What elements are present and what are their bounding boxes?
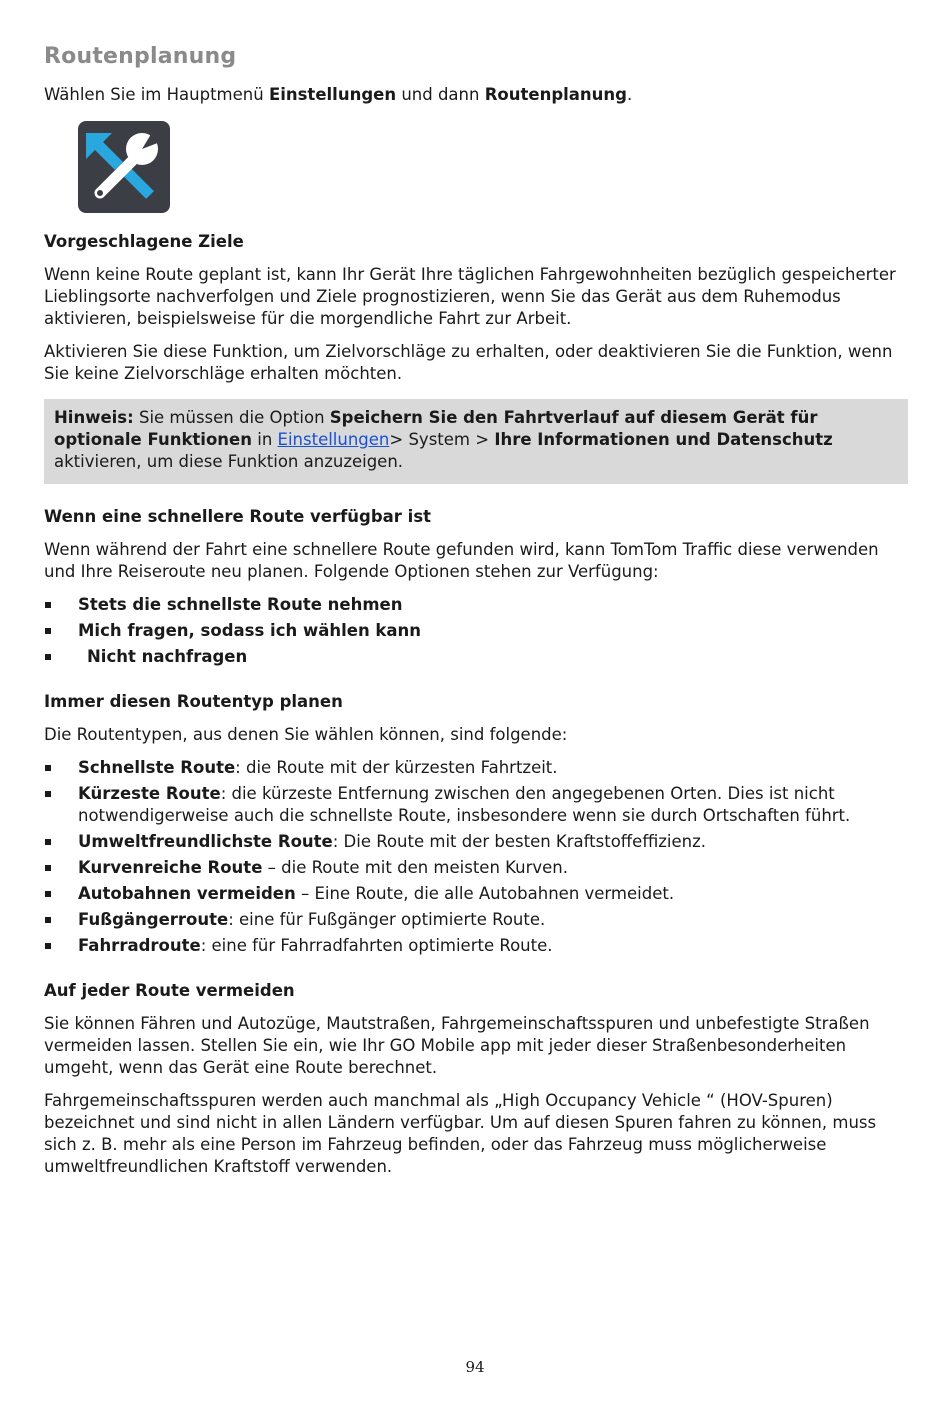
bullet-icon — [45, 602, 51, 608]
list-item-text: : eine für Fahrradfahrten optimierte Route. — [200, 936, 553, 955]
bullet-icon — [45, 943, 51, 949]
list-item — [44, 646, 910, 668]
list-item-bold: Autobahnen vermeiden — [78, 884, 296, 903]
section-heading: Wenn eine schnellere Route verfügbar ist — [44, 507, 432, 526]
bullet-icon — [45, 765, 51, 771]
bullet-icon — [45, 839, 51, 845]
list-item-text: – die Route mit den meisten Kurven. — [262, 858, 569, 877]
intro-bold-settings: Einstellungen — [268, 85, 397, 104]
list-item-bold: Kürzeste Route — [78, 784, 221, 803]
section-suggested-destinations — [44, 231, 910, 385]
bullet-icon — [45, 891, 51, 897]
section-route-type — [44, 691, 910, 957]
note-text-part: aktivieren, um diese Funktion anzuzeigen. — [54, 452, 404, 471]
note-text-part: in — [251, 430, 278, 449]
paragraph: Wenn während der Fahrt eine schnellere Route gefunden wird, kann TomTom Traffic diese verwenden und Ihre Reiseroute neu planen. Folgende Optionen stehen zur Verfügung: — [44, 540, 879, 581]
settings-link[interactable]: Einstellungen — [277, 430, 390, 449]
list-item — [44, 620, 910, 642]
section-heading: Auf jeder Route vermeiden — [44, 981, 295, 1000]
intro-bold-routeplanning: Routenplanung — [484, 85, 627, 104]
list-item-bold: Umweltfreundlichste Route — [78, 832, 333, 851]
intro-text-end: . — [626, 85, 633, 104]
paragraph: Fahrgemeinschaftsspuren werden auch manchmal als „High Occupancy Vehicle “ (HOV-Spuren) bezeichnet und sind nicht in allen Ländern verfügbar. Um auf diesen Spuren fahren zu können, muss sich z. B. mehr als eine Person im Fahrzeug befinden, oder das Fahrzeug muss möglicherweise umweltfreundlichen Kraftstoff verwenden. — [44, 1091, 877, 1176]
note-bold-privacy: Ihre Informationen und Datenschutz — [494, 430, 833, 449]
paragraph: Sie können Fähren und Autozüge, Mautstraßen, Fahrgemeinschaftsspuren und unbefestigte Straßen vermeiden lassen. Stellen Sie ein, wie Ihr GO Mobile app mit jeder dieser Straßenbesonderheiten umgeht, wenn das Gerät eine Route berechnet. — [44, 1014, 870, 1077]
list-item-bold: Kurvenreiche Route — [78, 858, 263, 877]
intro-paragraph — [44, 84, 910, 106]
list-item-text: : die kürzeste Entfernung zwischen den angegebenen Orten. Dies ist nicht notwendigerweise auch die schnellste Route, insbesondere wenn sie durch Ortschaften führt. — [78, 784, 851, 825]
list-item-text: : Die Route mit der besten Kraftstoffeffizienz. — [332, 832, 707, 851]
section-faster-route — [44, 506, 910, 668]
note-bold-option: Speichern Sie den Fahrtverlauf auf diesem Gerät für optionale Funktionen — [54, 408, 818, 449]
bullet-icon — [45, 865, 51, 871]
paragraph: Die Routentypen, aus denen Sie wählen können, sind folgende: — [44, 725, 568, 744]
list-item-bold: Fußgängerroute — [78, 910, 229, 929]
paragraph: Wenn keine Route geplant ist, kann Ihr Gerät Ihre täglichen Fahrgewohnheiten bezüglich gespeicherter Lieblingsorte nachverfolgen und Ziele prognostizieren, wenn Sie das Gerät aus dem Ruhemodus aktivieren, beispielsweise für die morgendliche Fahrt zur Arbeit. — [44, 265, 896, 328]
list-item — [44, 594, 910, 616]
settings-wrench-arrow-icon — [78, 121, 170, 213]
route-types-list — [44, 757, 910, 957]
list-item-text: : die Route mit der kürzesten Fahrtzeit. — [235, 758, 558, 777]
bullet-icon — [45, 791, 51, 797]
list-item-text: Nicht nachfragen — [87, 647, 248, 666]
section-heading: Vorgeschlagene Ziele — [44, 232, 244, 251]
list-item — [44, 783, 910, 827]
bullet-icon — [45, 628, 51, 634]
section-avoid — [44, 980, 910, 1178]
list-item — [44, 935, 910, 957]
note-text-part: > System > — [389, 430, 495, 449]
note-label: Hinweis: — [54, 408, 134, 427]
bullet-icon — [45, 917, 51, 923]
note-text-part: Sie müssen die Option — [133, 408, 330, 427]
list-item — [44, 857, 910, 879]
list-item — [44, 831, 910, 853]
paragraph: Aktivieren Sie diese Funktion, um Zielvorschläge zu erhalten, oder deaktivieren Sie die Funktion, wenn Sie keine Zielvorschläge erhalten möchten. — [44, 342, 893, 383]
list-item-text: : eine für Fußgänger optimierte Route. — [228, 910, 546, 929]
note-box — [44, 399, 908, 484]
list-item-bold: Schnellste Route — [78, 758, 236, 777]
list-item — [44, 757, 910, 779]
options-list — [44, 594, 910, 668]
list-item-bold: Fahrradroute — [78, 936, 201, 955]
page-number: 94 — [465, 1358, 485, 1376]
list-item-text: Mich fragen, sodass ich wählen kann — [78, 621, 422, 640]
section-heading: Immer diesen Routentyp planen — [44, 692, 343, 711]
list-item — [44, 883, 910, 905]
intro-text: Wählen Sie im Hauptmenü — [44, 85, 269, 104]
list-item-text: Stets die schnellste Route nehmen — [78, 595, 403, 614]
list-item — [44, 909, 910, 931]
intro-text-mid: und dann — [396, 85, 485, 104]
note-text — [54, 407, 898, 473]
list-item-text: – Eine Route, die alle Autobahnen vermeidet. — [295, 884, 675, 903]
bullet-icon — [45, 654, 51, 660]
page-title: Routenplanung — [44, 44, 237, 69]
